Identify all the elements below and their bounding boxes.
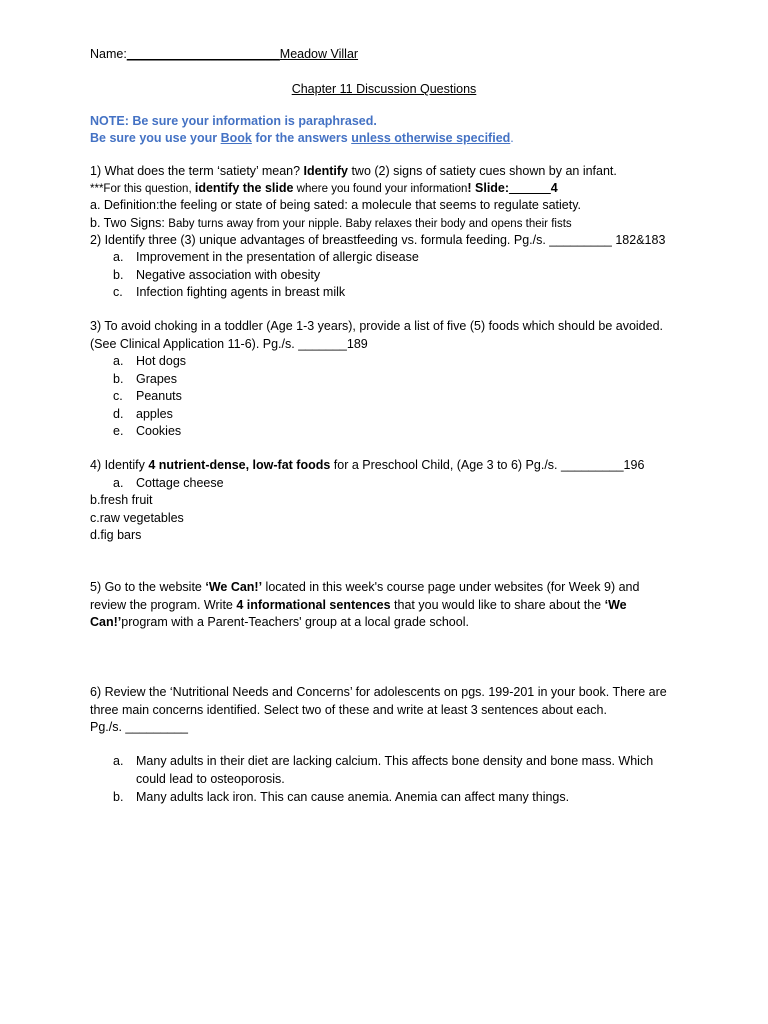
q5-l2-d: ‘We [604,598,627,612]
q5-l2-b: 4 informational sentences [236,598,391,612]
q3-item-e: Cookies [136,424,182,438]
q5-l2-a: review the program. Write [90,598,237,612]
q4-item-c: c.raw vegetables [90,511,184,525]
q1-text-b: Identify [303,164,348,178]
question-6-line-1: 6) Review the ‘Nutritional Needs and Concerns’ for adolescents on pgs. 199-201 in your book. There are [90,685,667,699]
q6-marker-a: a. [113,754,124,768]
note-book-link: Book [220,131,252,145]
question-5-line-3 [90,614,469,632]
note-line-2 [90,130,514,148]
q4-item-a: Cottage cheese [136,476,224,490]
question-4 [90,457,644,475]
q3-marker-e: e. [113,424,124,438]
q2-marker-c: c. [113,285,123,299]
page-title [0,81,768,99]
q3-marker-a: a. [113,354,124,368]
q4-text-c: for a Preschool Child, (Age 3 to 6) Pg./s. _________196 [330,458,645,472]
question-3-line-2: (See Clinical Application 11-6). Pg./s. _______189 [90,337,368,351]
name-line [90,46,358,64]
q1-signs-label: b. Two Signs: [90,216,169,230]
q2-item-a: Improvement in the presentation of allergic disease [136,250,419,264]
q1-sub-b: identify the slide [194,181,294,195]
q2-item-c: Infection fighting agents in breast milk [136,285,346,299]
q5-l3-a: Can!’ [90,615,122,629]
q1-signs-answer: Baby turns away from your nipple. Baby relaxes their body and opens their fists [168,218,572,230]
q1-slide-blank: ______ [509,181,551,195]
q6-marker-b: b. [113,790,124,804]
question-5-line-2 [90,597,627,615]
name-blank: ______________________ [126,47,280,61]
name-field [127,47,358,61]
question-5-line-1 [90,579,639,597]
q3-marker-c: c. [113,389,123,403]
q1-sub-c: where you found your information [293,183,468,195]
q3-item-d: apples [136,407,173,421]
q1-text-a: 1) What does the term ‘satiety’ mean? [90,164,304,178]
q1-definition: a. Definition:the feeling or state of being sated: a molecule that seems to regulate satiety. [90,198,582,212]
question-2: 2) Identify three (3) unique advantages of breastfeeding vs. formula feeding. Pg./s. _________ 182&183 [90,233,666,247]
q3-marker-d: d. [113,407,124,421]
q5-l3-b: program with a Parent-Teachers' group at a local grade school. [121,615,469,629]
question-1 [90,163,617,181]
question-3-line-1: 3) To avoid choking in a toddler (Age 1-3 years), provide a list of five (5) foods which should be avoided. [90,319,664,333]
q5-l1-b: ‘We Can!’ [205,580,263,594]
q4-item-b: b.fresh fruit [90,493,153,507]
q3-marker-b: b. [113,372,124,386]
q4-item-d: d.fig bars [90,528,142,542]
question-6-line-3: Pg./s. _________ [90,720,188,734]
q4-marker-a: a. [113,476,124,490]
q1-sub-a: ***For this question, [90,183,195,195]
note-text-c: . [510,131,514,145]
q4-text-b: 4 nutrient-dense, low-fat foods [148,458,331,472]
note-line-1: NOTE: Be sure your information is paraphrased. [90,114,377,128]
q3-item-a: Hot dogs [136,354,187,368]
title-text: Chapter 11 Discussion Questions [291,82,477,96]
q6-item-a-line-2: could lead to osteoporosis. [136,772,285,786]
note-text-a: Be sure you use your [90,131,221,145]
q1-signs [90,215,572,234]
q3-item-c: Peanuts [136,389,182,403]
q2-marker-a: a. [113,250,124,264]
q5-l1-c: located in this week's course page under websites (for Week 9) and [262,580,640,594]
question-6-line-2: three main concerns identified. Select two of these and write at least 3 sentences about each. [90,703,607,717]
name-label: Name: [90,47,127,61]
student-name: Meadow Villar [279,47,359,61]
q5-l2-c: that you would like to share about the [390,598,605,612]
q4-text-a: 4) Identify [90,458,149,472]
q5-l1-a: 5) Go to the website [90,580,206,594]
q6-item-b: Many adults lack iron. This can cause anemia. Anemia can affect many things. [136,790,570,804]
q1-slide-answer: 4 [550,181,558,195]
note-unless-link: unless otherwise specified [351,131,511,145]
q2-marker-b: b. [113,268,124,282]
q6-item-a-line-1: Many adults in their diet are lacking calcium. This affects bone density and bone mass. Which [136,754,654,768]
q1-text-c: two (2) signs of satiety cues shown by an infant. [347,164,617,178]
question-1-subnote [90,180,558,199]
q3-item-b: Grapes [136,372,177,386]
q2-item-b: Negative association with obesity [136,268,321,282]
q1-sub-d: ! Slide: [467,181,510,195]
note-text-b: for the answers [251,131,352,145]
